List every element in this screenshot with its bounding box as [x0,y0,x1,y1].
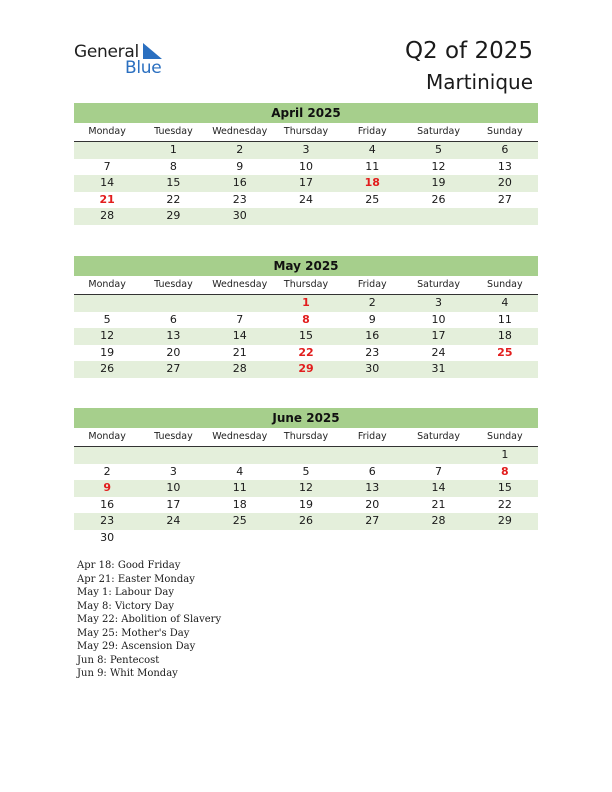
day-cell: 5 [302,464,310,478]
day-cell: 21 [431,497,446,511]
day-cell: 10 [166,481,181,494]
empty-day-cell [74,447,140,464]
weekday-label: Tuesday [154,126,193,137]
day-cell: 30 [100,530,115,544]
empty-day-cell [273,208,339,225]
day-cell: 18 [497,329,512,342]
day-cell: 17 [431,329,446,342]
holiday-list-item: May 29: Ascension Day [77,641,196,652]
day-cell: 3 [169,464,177,478]
week-row [74,142,538,159]
day-cell: 23 [232,192,247,206]
holiday-day-cell: 8 [501,464,509,478]
weekday-label: Wednesday [212,431,268,442]
day-cell: 4 [501,296,509,309]
day-cell: 8 [169,159,177,173]
empty-day-cell [273,530,339,547]
week-row [74,159,538,176]
day-cell: 12 [100,329,115,342]
day-cell: 1 [169,143,177,156]
holiday-list-item: Jun 9: Whit Monday [77,668,178,679]
week-row [74,328,538,345]
day-cell: 1 [501,448,509,461]
day-cell: 12 [298,481,313,494]
day-cell: 24 [298,192,313,206]
week-row [74,447,538,464]
month-calendar-april [74,103,538,225]
holiday-list-item: Apr 21: Easter Monday [77,573,195,585]
weekday-label: Monday [88,126,126,137]
day-cell: 15 [298,329,313,342]
day-cell: 11 [365,159,380,173]
day-cell: 23 [365,345,380,359]
holiday-day-cell: 1 [302,296,310,309]
week-row [74,295,538,312]
week-row [74,497,538,514]
day-cell: 25 [365,192,380,206]
day-cell: 13 [497,159,512,173]
day-cell: 21 [232,345,247,359]
weekday-label: Thursday [283,279,329,290]
day-cell: 28 [232,362,247,375]
flag-triangle-icon [141,43,163,59]
day-cell: 4 [236,464,244,478]
day-cell: 20 [497,176,512,189]
empty-day-cell [339,447,405,464]
holiday-day-cell: 22 [298,345,314,359]
day-cell: 7 [236,312,244,326]
day-cell: 16 [100,497,115,511]
day-cell: 20 [365,497,380,511]
empty-day-cell [472,361,538,378]
empty-day-cell [207,447,273,464]
day-cell: 26 [298,514,313,527]
weekday-label: Wednesday [212,279,268,290]
empty-day-cell [472,530,538,547]
day-cell: 6 [501,143,509,156]
holiday-day-cell: 21 [99,192,115,206]
day-cell: 27 [166,362,181,375]
day-cell: 2 [368,296,376,309]
week-row [74,175,538,192]
weekday-label: Saturday [417,126,460,137]
day-cell: 7 [435,464,443,478]
day-cell: 9 [368,312,376,326]
day-cell: 28 [100,209,115,222]
day-cell: 24 [431,345,446,359]
day-cell: 15 [166,176,181,189]
month-title: May 2025 [74,256,538,276]
day-cell: 5 [435,143,443,156]
day-cell: 6 [169,312,177,326]
day-cell: 27 [497,192,512,206]
day-cell: 14 [100,176,115,189]
weekday-header-row [74,276,538,295]
day-cell: 19 [298,497,313,511]
day-cell: 22 [497,497,512,511]
empty-day-cell [273,447,339,464]
week-row [74,192,538,209]
day-cell: 23 [100,514,115,527]
day-cell: 13 [166,329,181,342]
day-cell: 25 [232,514,247,527]
weekday-label: Saturday [417,279,460,290]
weekday-label: Monday [88,431,126,442]
weekday-label: Thursday [283,431,329,442]
generalblue-logo [74,42,174,76]
empty-day-cell [405,208,471,225]
logo-text-blue: Blue [125,58,162,78]
weekday-label: Wednesday [212,126,268,137]
day-cell: 16 [365,329,380,342]
holiday-list-item: Jun 8: Pentecost [77,654,160,666]
weekday-label: Friday [357,279,387,290]
day-cell: 7 [103,159,111,173]
empty-day-cell [405,530,471,547]
month-title: April 2025 [74,103,538,123]
holiday-list [77,559,221,681]
holiday-list-item: May 25: Mother's Day [77,627,190,639]
day-cell: 11 [497,312,512,326]
day-cell: 28 [431,514,446,527]
day-cell: 12 [431,159,446,173]
day-cell: 18 [232,497,247,511]
month-calendar-june [74,408,538,546]
week-row [74,345,538,362]
day-cell: 6 [368,464,376,478]
empty-day-cell [140,295,206,312]
holiday-list-item: May 8: Victory Day [77,600,175,612]
weekday-label: Saturday [417,431,460,442]
day-cell: 26 [431,192,446,206]
weekday-label: Tuesday [154,431,193,442]
empty-day-cell [207,530,273,547]
month-title: June 2025 [74,408,538,428]
weekday-label: Thursday [283,126,329,137]
page-title: Q2 of 2025 [404,38,533,64]
day-cell: 2 [103,464,111,478]
day-cell: 11 [232,481,247,494]
day-cell: 3 [302,143,310,156]
empty-day-cell [74,295,140,312]
day-cell: 4 [368,143,376,156]
holiday-list-item: May 1: Labour Day [77,587,174,598]
holiday-list-item: May 22: Abolition of Slavery [77,614,222,625]
day-cell: 5 [103,312,111,326]
page-subtitle: Martinique [425,70,533,94]
empty-day-cell [140,447,206,464]
holiday-day-cell: 18 [364,176,380,189]
month-calendar-may [74,256,538,378]
day-cell: 10 [298,159,313,173]
weekday-label: Monday [88,279,126,290]
holiday-day-cell: 25 [497,345,513,359]
day-cell: 3 [435,296,443,309]
empty-day-cell [472,208,538,225]
day-cell: 27 [365,514,380,527]
empty-day-cell [405,447,471,464]
weekday-label: Sunday [487,126,523,137]
week-row [74,530,538,547]
day-cell: 24 [166,514,181,527]
weekday-header-row [74,123,538,142]
day-cell: 14 [431,481,446,494]
week-row [74,208,538,225]
holiday-list-item: Apr 18: Good Friday [77,560,181,571]
weekday-label: Friday [357,126,387,137]
logo-text-general: General [74,42,139,62]
day-cell: 30 [232,209,247,222]
day-cell: 20 [166,345,181,359]
day-cell: 14 [232,329,247,342]
day-cell: 19 [100,345,115,359]
day-cell: 2 [236,143,244,156]
day-cell: 22 [166,192,181,206]
week-row [74,464,538,481]
empty-day-cell [339,208,405,225]
day-cell: 13 [365,481,380,494]
empty-day-cell [140,530,206,547]
weekday-label: Sunday [487,431,523,442]
day-cell: 17 [298,176,313,189]
day-cell: 16 [232,176,247,189]
empty-day-cell [339,530,405,547]
day-cell: 31 [431,362,446,375]
day-cell: 19 [431,176,446,189]
day-cell: 17 [166,497,181,511]
holiday-day-cell: 9 [103,481,111,494]
empty-day-cell [74,142,140,159]
day-cell: 26 [100,362,115,375]
day-cell: 9 [236,159,244,173]
day-cell: 15 [497,481,512,494]
empty-day-cell [207,295,273,312]
weekday-label: Friday [357,431,387,442]
holiday-day-cell: 8 [302,312,310,326]
weekday-label: Sunday [487,279,523,290]
week-row [74,312,538,329]
weekday-header-row [74,428,538,447]
day-cell: 29 [166,209,181,222]
day-cell: 10 [431,312,446,326]
holiday-day-cell: 29 [298,362,314,375]
day-cell: 29 [497,514,512,527]
weekday-label: Tuesday [154,279,193,290]
week-row [74,480,538,497]
week-row [74,361,538,378]
week-row [74,513,538,530]
day-cell: 30 [365,362,380,375]
